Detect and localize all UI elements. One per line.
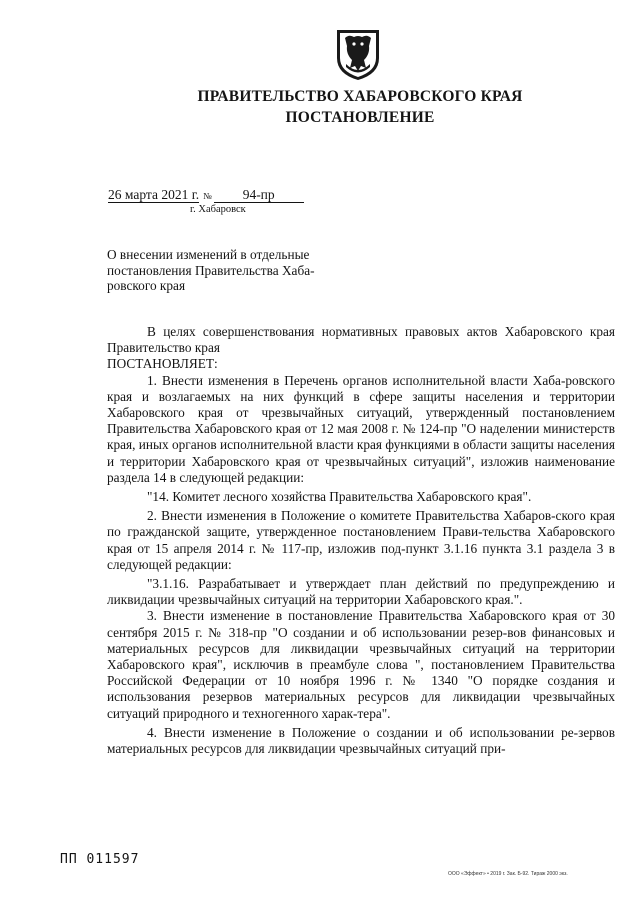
document-subject: О внесении изменений в отдельные постановления Правительства Хаба-ровского края [107, 247, 315, 293]
paragraph-4: 4. Внести изменение в Положение о создании и об использовании ре-зервов материальных ресурсов для ликвидации чрезвычайных ситуаций при- [107, 724, 615, 757]
quote-2: "3.1.16. Разрабатывает и утверждает план действий по предупреждению и ликвидации чрезвычайных ситуаций на территории Хабаровского края.". [107, 576, 615, 608]
quote-1: "14. Комитет лесного хозяйства Правительства Хабаровского края". [147, 489, 532, 505]
document-type-title: ПОСТАНОВЛЕНИЕ [285, 109, 435, 126]
government-title: ПРАВИТЕЛЬСТВО ХАБАРОВСКОГО КРАЯ [197, 88, 523, 105]
print-info: ООО «Эффект» • 2019 г. Зак. Б-92. Тираж 2000 экз. [448, 871, 568, 877]
document-body [107, 324, 615, 757]
khabarovsk-coat-of-arms-icon [333, 24, 383, 82]
document-date: 26 марта 2021 г. [108, 187, 200, 202]
city-label: г. Хабаровск [190, 204, 246, 215]
date-number-line [108, 187, 304, 203]
preamble-paragraph: В целях совершенствования нормативных правовых актов Хабаровского края Правительство края [107, 324, 615, 356]
resolves-heading: ПОСТАНОВЛЯЕТ: [107, 356, 218, 372]
document-number: 94-пр [214, 188, 304, 203]
paragraph-2: 2. Внести изменения в Положение о комитете Правительства Хабаров-ского края по гражданской защите, утвержденное постановлением Прави-тельства Хабаровского края от 15 апреля 2014 г. № 117-пр, изложив под-пункт 3.1.16 пункта 3.1 раздела 3 в следующей редакции: [107, 508, 615, 572]
number-label: № [203, 191, 212, 201]
paragraph-1: 1. Внести изменения в Перечень органов исполнительной власти Хаба-ровского края и возлагаемых на них функций в сфере защиты населения и территории Хабаровского края от чрезвычайных ситуаций, утвержденный постановлением Правительства Хабаровского края от 12 мая 2008 г. № 124-пр "О наделении министерств края, иных органов исполнительной власти края функциями в области защиты населения и территории Хабаровского края от чрезвычайных ситуаций", изложив наименование раздела 14 в следующей редакции: [107, 372, 615, 485]
form-serial-code: ПП 011597 [60, 852, 140, 867]
paragraph-3: 3. Внести изменение в постановление Правительства Хабаровского края от 30 сентября 2015 г. № 318-пр "О создании и об использовании резер-вов финансовых и материальных ресурсов для ликвидации чрезвычайных ситуаций на территории Хабаровского края", исключив в преамбуле слова ", постановлением Правительства Российской Федерации от 10 ноября 1996 г. № 1340 "О порядке создания и использования резервов материальных ресурсов для ликвидации чрезвычайных ситуаций природного и техногенного харак-тера". [107, 608, 615, 721]
